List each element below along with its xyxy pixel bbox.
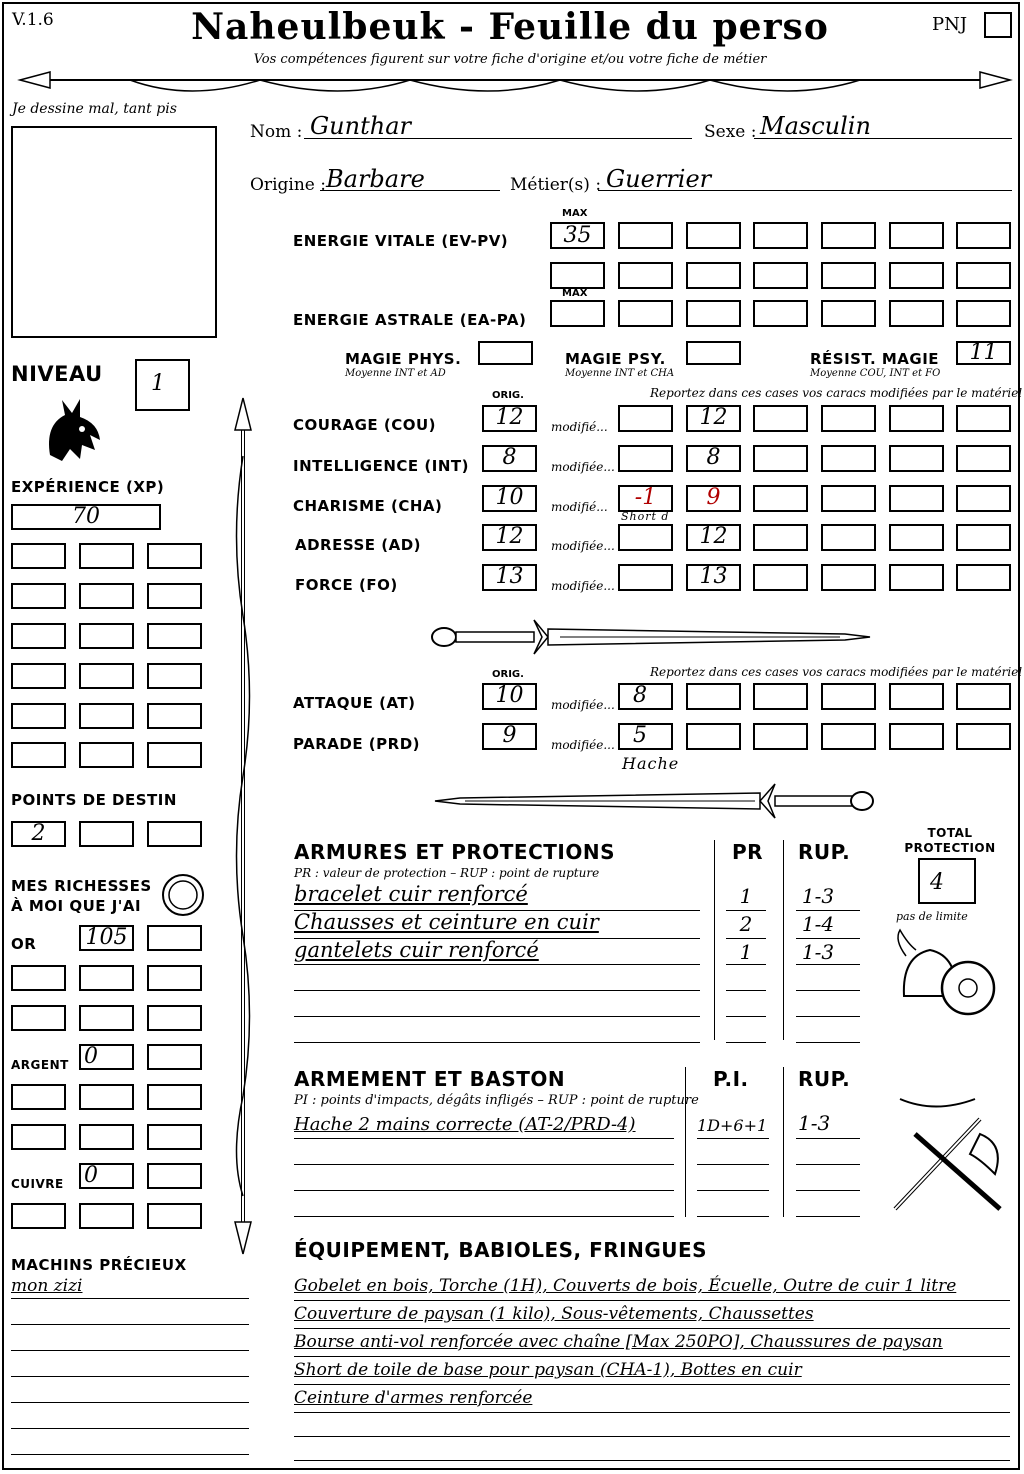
carac-box[interactable]: [753, 445, 808, 472]
force-final-box[interactable]: 13: [686, 564, 741, 591]
intelligence-label: INTELLIGENCE (INT): [293, 457, 469, 475]
armure-line: [796, 964, 860, 965]
armure-line: [726, 1016, 766, 1017]
resist-magie-box[interactable]: 11: [956, 341, 1011, 365]
origine-line: [320, 190, 500, 191]
combat-box[interactable]: [956, 723, 1011, 750]
xp-box[interactable]: [147, 663, 202, 689]
armement-note: PI : points d'impacts, dégâts infligés – RUP : point de rupture: [294, 1093, 699, 1108]
ev-box[interactable]: [956, 222, 1011, 249]
carac-box[interactable]: [956, 524, 1011, 551]
ea-box[interactable]: [618, 300, 673, 327]
ea-box[interactable]: [753, 300, 808, 327]
cuivre-box[interactable]: [11, 1203, 66, 1229]
xp-box[interactable]: [79, 663, 134, 689]
ea-max-box[interactable]: [550, 300, 605, 327]
portrait-box[interactable]: [11, 126, 217, 338]
destin-box[interactable]: 2: [11, 821, 66, 847]
arme-line: [796, 1190, 860, 1191]
armure-rup[interactable]: 1-3: [801, 940, 835, 964]
resist-magie-label: RÉSIST. MAGIE: [810, 350, 940, 368]
combat-box[interactable]: [956, 683, 1011, 710]
attaque-mod-box[interactable]: 8: [618, 683, 673, 710]
armure-line: [796, 910, 860, 911]
argent-box[interactable]: [11, 1084, 66, 1110]
equipement-title: ÉQUIPEMENT, BABIOLES, FRINGUES: [294, 1238, 708, 1262]
precieux-line: [11, 1350, 249, 1351]
destin-box[interactable]: [79, 821, 134, 847]
destin-label: POINTS DE DESTIN: [11, 791, 177, 809]
armure-line: [726, 938, 766, 939]
xp-box[interactable]: [11, 623, 66, 649]
cuivre-box[interactable]: [147, 1163, 202, 1189]
resist-magie-note: Moyenne COU, INT et FO: [810, 368, 941, 379]
or-box[interactable]: [11, 1005, 66, 1031]
charisme-final-box[interactable]: 9: [686, 485, 741, 512]
xp-box[interactable]: [147, 742, 202, 768]
armure-line: [796, 1016, 860, 1017]
carac-box[interactable]: [889, 524, 944, 551]
precieux-line: [11, 1428, 249, 1429]
equipement-item[interactable]: Gobelet en bois, Torche (1H), Couverts de bois, Écuelle, Outre de cuir 1 litre: [294, 1276, 957, 1296]
richesses-label: MES RICHESSES À MOI QUE J'AI: [11, 877, 152, 915]
cuivre-box[interactable]: [79, 1203, 134, 1229]
orig-label: ORIG.: [492, 669, 524, 680]
ev-box[interactable]: [686, 222, 741, 249]
page-subtitle: Vos compétences figurent sur votre fiche d'origine et/ou votre fiche de métier: [253, 52, 767, 67]
carac-box[interactable]: [889, 564, 944, 591]
total-protection-note: pas de limite: [896, 910, 968, 923]
armure-line: [726, 910, 766, 911]
modif-label: modifié...: [551, 500, 608, 514]
armure-pr[interactable]: 1: [739, 940, 753, 964]
arme-line: [697, 1190, 769, 1191]
armure-rup[interactable]: 1-4: [801, 912, 835, 936]
armures-divider: [783, 840, 784, 1040]
armement-divider: [783, 1067, 784, 1217]
armure-rup[interactable]: 1-3: [801, 884, 835, 908]
carac-box[interactable]: [753, 485, 808, 512]
equipement-item[interactable]: Ceinture d'armes renforcée: [294, 1388, 533, 1408]
precieux-line: [11, 1324, 249, 1325]
arme-line: [697, 1216, 769, 1217]
or-box[interactable]: [147, 925, 202, 951]
armure-item[interactable]: Chausses et ceinture en cuir: [294, 910, 599, 934]
or-label: OR: [11, 935, 37, 953]
courage-final-box[interactable]: 12: [686, 405, 741, 432]
adresse-final-box[interactable]: 12: [686, 524, 741, 551]
armures-note: PR : valeur de protection – RUP : point de rupture: [294, 866, 600, 880]
portrait-caption: Je dessine mal, tant pis: [12, 101, 177, 117]
arme-line: [697, 1164, 769, 1165]
combat-box[interactable]: [821, 683, 876, 710]
argent-box[interactable]: [79, 1124, 134, 1150]
adresse-orig-box[interactable]: 12: [482, 524, 537, 551]
report-note: Reportez dans ces cases vos caracs modifiées par le matériel: [650, 665, 1023, 679]
armure-line: [796, 990, 860, 991]
nom-line: [304, 138, 692, 139]
total-protection-label: TOTAL PROTECTION: [904, 826, 996, 855]
spear-vertical-icon: [228, 396, 258, 1256]
attaque-orig-box[interactable]: 10: [482, 683, 537, 710]
armure-pr[interactable]: 1: [739, 884, 753, 908]
origine-label: Origine :: [250, 175, 326, 195]
adresse-label: ADRESSE (AD): [295, 536, 422, 554]
armement-divider: [685, 1067, 686, 1217]
destin-box[interactable]: [147, 821, 202, 847]
modif-label: modifiée...: [551, 460, 615, 474]
arme-line: [697, 1138, 769, 1139]
ea-label: ENERGIE ASTRALE (EA-PA): [293, 311, 527, 329]
argent-box[interactable]: [11, 1124, 66, 1150]
xp-box[interactable]: [79, 623, 134, 649]
carac-box[interactable]: [956, 445, 1011, 472]
niveau-box[interactable]: 1: [135, 359, 190, 411]
sexe-line: [754, 138, 1012, 139]
force-mod-box[interactable]: [618, 564, 673, 591]
equipement-line: [294, 1356, 1010, 1357]
arme-pi[interactable]: 1D+6+1: [697, 1116, 768, 1135]
xp-label: EXPÉRIENCE (XP): [11, 478, 165, 496]
carac-box[interactable]: [753, 405, 808, 432]
cuivre-box[interactable]: [147, 1203, 202, 1229]
armure-line: [796, 1042, 860, 1043]
sword-icon: [430, 612, 875, 662]
arme-line: [294, 1164, 674, 1165]
armure-line: [726, 964, 766, 965]
xp-box[interactable]: [11, 543, 66, 569]
precieux-line: [11, 1402, 249, 1403]
charisme-label: CHARISME (CHA): [293, 497, 443, 515]
carac-box[interactable]: [753, 524, 808, 551]
parade-label: PARADE (PRD): [293, 735, 421, 753]
cuivre-label: CUIVRE: [11, 1177, 64, 1191]
xp-box[interactable]: [11, 583, 66, 609]
carac-box[interactable]: [821, 564, 876, 591]
ea-box[interactable]: [889, 300, 944, 327]
courage-mod-box[interactable]: [618, 405, 673, 432]
parade-mod-box[interactable]: 5: [618, 723, 673, 750]
armure-line: [294, 938, 700, 939]
ev-label: ENERGIE VITALE (EV-PV): [293, 232, 509, 250]
ev-box[interactable]: [753, 262, 808, 289]
or-box[interactable]: [147, 1005, 202, 1031]
equipement-item[interactable]: Couverture de paysan (1 kilo), Sous-vêtements, Chaussettes: [294, 1304, 814, 1324]
ev-box[interactable]: [753, 222, 808, 249]
xp-box[interactable]: [147, 583, 202, 609]
sword-icon: [430, 776, 875, 826]
magie-psy-note: Moyenne INT et CHA: [565, 368, 675, 379]
xp-box[interactable]: [147, 543, 202, 569]
ev-max-label: MAX: [562, 208, 588, 219]
armure-line: [726, 990, 766, 991]
ea-box[interactable]: [686, 300, 741, 327]
armure-line: [294, 1042, 700, 1043]
xp-box[interactable]: 70: [11, 504, 161, 530]
carac-box[interactable]: [889, 485, 944, 512]
metier-line: [598, 190, 1012, 191]
intelligence-orig-box[interactable]: 8: [482, 445, 537, 472]
combat-box[interactable]: [821, 723, 876, 750]
ea-max-label: MAX: [562, 288, 588, 299]
armement-title: ARMEMENT ET BASTON: [294, 1067, 566, 1091]
armures-title: ARMURES ET PROTECTIONS: [294, 840, 615, 864]
ev-box[interactable]: [821, 262, 876, 289]
or-box[interactable]: 105: [79, 925, 134, 951]
magie-phys-label: MAGIE PHYS.: [345, 350, 462, 368]
equipement-line: [294, 1460, 1010, 1461]
report-note: Reportez dans ces cases vos caracs modifiées par le matériel: [650, 386, 1023, 400]
xp-box[interactable]: [147, 703, 202, 729]
armure-line: [294, 1016, 700, 1017]
xp-box[interactable]: [147, 623, 202, 649]
ev-box[interactable]: [889, 262, 944, 289]
xp-box[interactable]: [79, 703, 134, 729]
carac-box[interactable]: [821, 524, 876, 551]
argent-box[interactable]: [79, 1084, 134, 1110]
ea-box[interactable]: [956, 300, 1011, 327]
xp-box[interactable]: [11, 703, 66, 729]
origine-value[interactable]: Barbare: [326, 165, 425, 193]
armures-rup-header: RUP.: [798, 840, 851, 864]
intelligence-final-box[interactable]: 8: [686, 445, 741, 472]
armure-line: [726, 1042, 766, 1043]
helmet-shield-icon: [890, 926, 1000, 1026]
carac-box[interactable]: [889, 405, 944, 432]
orig-label: ORIG.: [492, 390, 524, 401]
modif-label: modifiée...: [551, 698, 615, 712]
precieux-label: MACHINS PRÉCIEUX: [11, 1256, 187, 1274]
metier-label: Métier(s) :: [510, 175, 602, 195]
parade-orig-box[interactable]: 9: [482, 723, 537, 750]
ev-max-box[interactable]: 35: [550, 222, 605, 249]
charisme-mod-note: Short d: [621, 510, 670, 523]
armure-pr[interactable]: 2: [739, 912, 753, 936]
modif-label: modifiée...: [551, 539, 615, 553]
nom-value[interactable]: Gunthar: [310, 112, 411, 140]
carac-box[interactable]: [821, 445, 876, 472]
armure-line: [294, 910, 700, 911]
ea-box[interactable]: [821, 300, 876, 327]
magie-phys-note: Moyenne INT et AD: [345, 368, 446, 379]
ev-box[interactable]: [821, 222, 876, 249]
equipement-line: [294, 1412, 1010, 1413]
combat-box[interactable]: [753, 683, 808, 710]
modif-label: modifiée...: [551, 579, 615, 593]
niveau-label: NIVEAU: [11, 362, 103, 386]
combat-box[interactable]: [889, 723, 944, 750]
cuivre-box[interactable]: 0: [79, 1163, 134, 1189]
arme-line: [294, 1216, 674, 1217]
carac-box[interactable]: [956, 405, 1011, 432]
xp-box[interactable]: [79, 742, 134, 768]
metier-value[interactable]: Guerrier: [606, 165, 712, 193]
or-box[interactable]: [11, 965, 66, 991]
armure-item[interactable]: gantelets cuir renforcé: [294, 938, 539, 962]
modif-label: modifié...: [551, 420, 608, 434]
charisme-orig-box[interactable]: 10: [482, 485, 537, 512]
magie-psy-box[interactable]: [686, 341, 741, 365]
equipement-item[interactable]: Short de toile de base pour paysan (CHA-1), Bottes en cuir: [294, 1360, 802, 1380]
carac-box[interactable]: [889, 445, 944, 472]
combat-box[interactable]: [889, 683, 944, 710]
total-protection-box[interactable]: 4: [918, 858, 976, 904]
argent-box[interactable]: [147, 1084, 202, 1110]
carac-box[interactable]: [753, 564, 808, 591]
arme-line: [796, 1138, 860, 1139]
weapons-crossed-icon: [885, 1094, 1010, 1219]
ev-box[interactable]: [889, 222, 944, 249]
xp-box[interactable]: [79, 583, 134, 609]
xp-box[interactable]: [79, 543, 134, 569]
armure-item[interactable]: bracelet cuir renforcé: [294, 882, 528, 906]
carac-box[interactable]: [821, 485, 876, 512]
combat-box[interactable]: [686, 723, 741, 750]
armure-line: [294, 990, 700, 991]
intelligence-mod-box[interactable]: [618, 445, 673, 472]
force-label: FORCE (FO): [295, 576, 398, 594]
equipement-line: [294, 1384, 1010, 1385]
armure-line: [294, 964, 700, 965]
pnj-checkbox[interactable]: [984, 12, 1012, 38]
attaque-label: ATTAQUE (AT): [293, 694, 416, 712]
page-title: Naheulbeuk - Feuille du perso: [191, 6, 829, 48]
ev-box[interactable]: [686, 262, 741, 289]
arme-item[interactable]: Hache 2 mains correcte (AT-2/PRD-4): [294, 1114, 636, 1135]
ev-box[interactable]: [550, 262, 605, 289]
modif-label: modifiée...: [551, 738, 615, 752]
xp-box[interactable]: [11, 742, 66, 768]
precieux-line: [11, 1298, 249, 1299]
magie-phys-box[interactable]: [478, 341, 533, 365]
version-label: V.1.6: [12, 10, 54, 30]
equipement-line: [294, 1436, 1010, 1437]
spear-divider-icon: [10, 68, 1014, 104]
argent-box[interactable]: [147, 1044, 202, 1070]
equipement-line: [294, 1300, 1010, 1301]
or-box[interactable]: [79, 965, 134, 991]
precieux-item[interactable]: mon zizi: [11, 1276, 83, 1296]
dragon-icon: [40, 395, 106, 465]
combat-box[interactable]: [753, 723, 808, 750]
combat-note: Hache: [622, 754, 680, 773]
ev-box[interactable]: [956, 262, 1011, 289]
force-orig-box[interactable]: 13: [482, 564, 537, 591]
arme-line: [796, 1216, 860, 1217]
magie-psy-label: MAGIE PSY.: [565, 350, 666, 368]
precieux-line: [11, 1454, 249, 1455]
argent-label: ARGENT: [11, 1058, 69, 1072]
carac-box[interactable]: [821, 405, 876, 432]
armure-line: [796, 938, 860, 939]
argent-box[interactable]: [147, 1124, 202, 1150]
arme-line: [796, 1164, 860, 1165]
armures-divider: [714, 840, 715, 1040]
courage-orig-box[interactable]: 12: [482, 405, 537, 432]
combat-box[interactable]: [686, 683, 741, 710]
ev-box[interactable]: [618, 222, 673, 249]
precieux-line: [11, 1376, 249, 1377]
ev-box[interactable]: [618, 262, 673, 289]
or-box[interactable]: [147, 965, 202, 991]
sexe-label: Sexe :: [704, 122, 757, 142]
arme-line: [294, 1138, 674, 1139]
armures-pr-header: PR: [732, 840, 764, 864]
arme-rup[interactable]: 1-3: [798, 1111, 831, 1135]
xp-box[interactable]: [11, 663, 66, 689]
carac-box[interactable]: [956, 564, 1011, 591]
charisme-mod-box[interactable]: -1: [618, 485, 673, 512]
sexe-value[interactable]: Masculin: [760, 112, 871, 140]
or-box[interactable]: [79, 1005, 134, 1031]
armement-rup-header: RUP.: [798, 1067, 851, 1091]
equipement-line: [294, 1328, 1010, 1329]
carac-box[interactable]: [956, 485, 1011, 512]
adresse-mod-box[interactable]: [618, 524, 673, 551]
armement-pi-header: P.I.: [713, 1067, 749, 1091]
pnj-label: PNJ: [932, 14, 968, 35]
coin-icon: [160, 872, 206, 918]
arme-line: [294, 1190, 674, 1191]
nom-label: Nom :: [250, 122, 303, 142]
courage-label: COURAGE (COU): [293, 416, 437, 434]
equipement-item[interactable]: Bourse anti-vol renforcée avec chaîne [Max 250PO], Chaussures de paysan: [294, 1332, 943, 1352]
argent-box[interactable]: 0: [79, 1044, 134, 1070]
